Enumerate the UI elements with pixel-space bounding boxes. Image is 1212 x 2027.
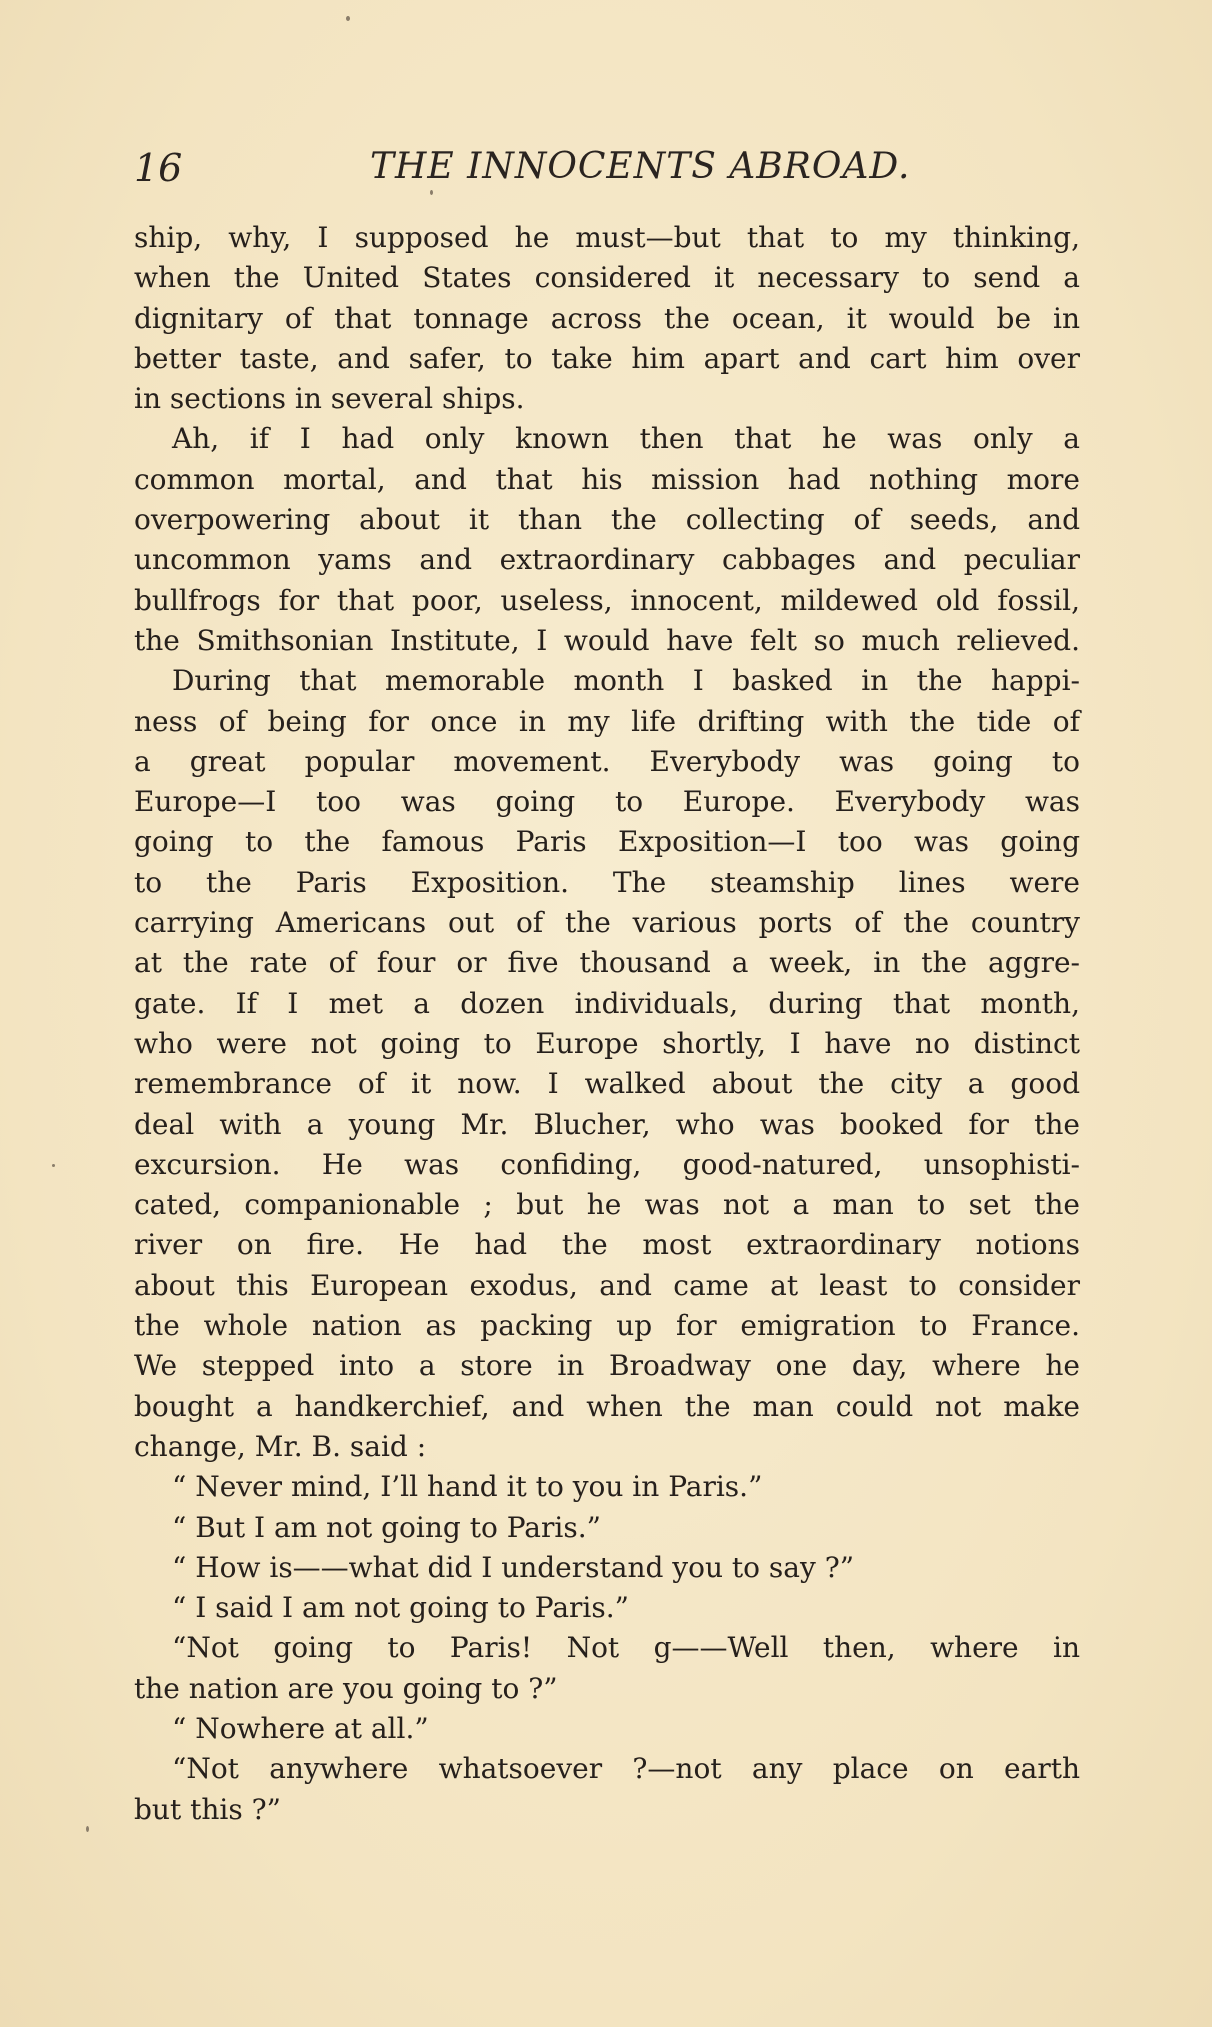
text-line: “ Nowhere at all.”	[172, 1711, 429, 1745]
text-line: dignitary of that tonnage across the ocean, it would be in	[134, 301, 1080, 335]
text-line: when the United States considered it necessary to send a	[134, 261, 1080, 295]
text-line: about this European exodus, and came at least to consider	[134, 1268, 1080, 1302]
text-line: going to the famous Paris Exposition—I too was going	[134, 825, 1080, 859]
text-line: deal with a young Mr. Blucher, who was booked for the	[134, 1107, 1080, 1141]
text-line: Europe—I too was going to Europe. Everybody was	[134, 785, 1080, 819]
text-line: the whole nation as packing up for emigration to France.	[134, 1309, 1080, 1343]
text-line: in sections in several ships.	[134, 382, 525, 416]
text-line: bullfrogs for that poor, useless, innocent, mildewed old fossil,	[134, 583, 1080, 617]
text-line: change, Mr. B. said :	[134, 1429, 427, 1463]
text-line: excursion. He was confiding, good-natured, unsophisti-	[134, 1147, 1080, 1181]
text-line: a great popular movement. Everybody was going to	[134, 744, 1080, 778]
text-line: bought a handkerchief, and when the man could not make	[134, 1389, 1080, 1423]
text-line: carrying Americans out of the various ports of the country	[134, 906, 1080, 940]
text-line: “Not anywhere whatsoever ?—not any place on earth	[172, 1752, 1080, 1786]
text-line: the Smithsonian Institute, I would have felt so much relieved.	[134, 623, 1080, 657]
page-header	[134, 146, 1078, 196]
text-line: “Not going to Paris! Not g——Well then, where in	[172, 1631, 1080, 1665]
body-text	[134, 218, 1080, 1830]
text-line: to the Paris Exposition. The steamship lines were	[134, 865, 1080, 899]
text-line: at the rate of four or five thousand a week, in the aggre-	[134, 946, 1080, 980]
text-line: During that memorable month I basked in the happi-	[172, 664, 1080, 698]
text-line: better taste, and safer, to take him apart and cart him over	[134, 341, 1080, 375]
text-line: who were not going to Europe shortly, I have no distinct	[134, 1026, 1080, 1060]
print-speck	[346, 16, 350, 21]
text-line: Ah, if I had only known then that he was only a	[172, 422, 1080, 456]
text-line: “ But I am not going to Paris.”	[172, 1510, 601, 1544]
text-line: ness of being for once in my life drifting with the tide of	[134, 704, 1080, 738]
running-title: THE INNOCENTS ABROAD.	[370, 146, 911, 187]
page-number: 16	[134, 146, 183, 190]
print-speck	[430, 190, 433, 195]
print-speck	[86, 1826, 89, 1832]
text-line: remembrance of it now. I walked about the city a good	[134, 1067, 1080, 1101]
text-line: gate. If I met a dozen individuals, during that month,	[134, 986, 1080, 1020]
text-line: “ How is——what did I understand you to say ?”	[172, 1550, 855, 1584]
text-line: We stepped into a store in Broadway one day, where he	[134, 1349, 1080, 1383]
text-line: but this ?”	[134, 1792, 281, 1826]
text-line: the nation are you going to ?”	[134, 1671, 558, 1705]
text-line: cated, companionable ; but he was not a man to set the	[134, 1188, 1080, 1222]
text-line: ship, why, I supposed he must—but that to my thinking,	[134, 221, 1080, 254]
text-line: “ I said I am not going to Paris.”	[172, 1591, 629, 1625]
text-line: overpowering about it than the collecting of seeds, and	[134, 503, 1080, 537]
text-line: uncommon yams and extraordinary cabbages and peculiar	[134, 543, 1080, 577]
print-speck	[52, 1164, 55, 1167]
text-line: river on fire. He had the most extraordinary notions	[134, 1228, 1080, 1262]
text-line: common mortal, and that his mission had nothing more	[134, 462, 1080, 496]
text-line: “ Never mind, I’ll hand it to you in Paris.”	[172, 1470, 763, 1504]
